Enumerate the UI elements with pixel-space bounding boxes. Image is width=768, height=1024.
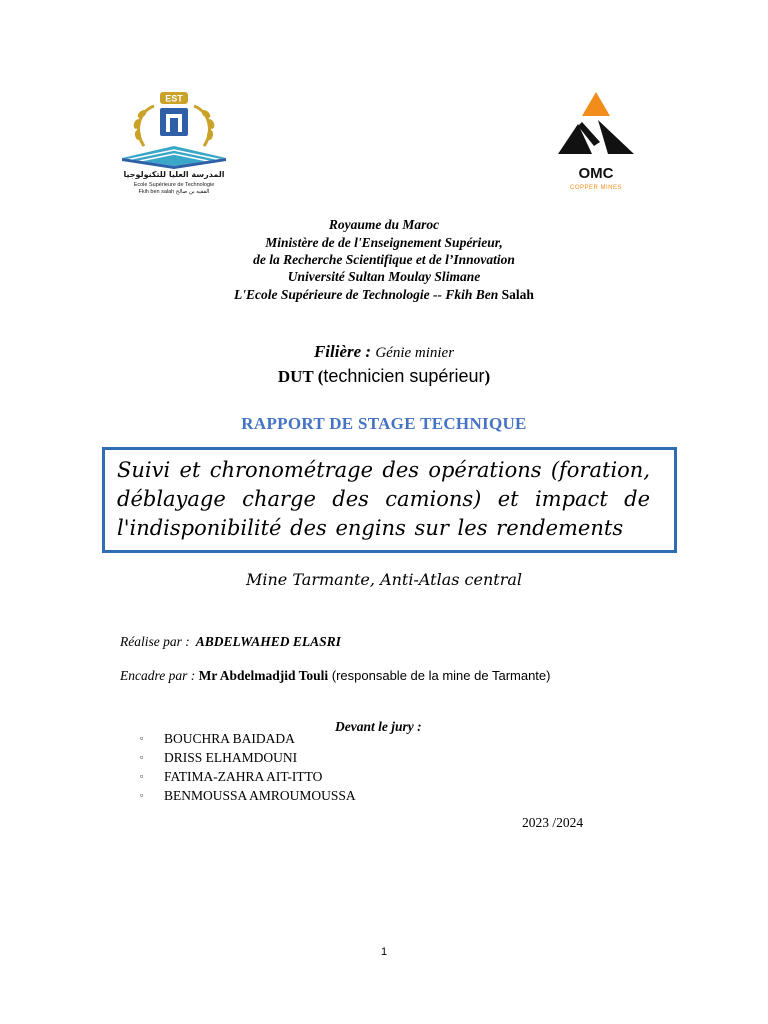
dut-open-paren: (: [313, 367, 324, 386]
report-subtitle: Mine Tarmante, Anti-Atlas central: [246, 570, 522, 589]
book-icon: [122, 146, 226, 169]
university-line: Université Sultan Moulay Slimane: [287, 269, 481, 284]
est-city-name: Fkih ben salah الفقيه بن صالح: [138, 189, 210, 195]
est-badge-text: EST: [165, 93, 183, 104]
ministry-line: Ministère de de l'Enseignement Supérieur,: [265, 235, 503, 250]
est-french-name: Ecole Supérieure de Technologie: [133, 182, 215, 188]
supervisor-line: [120, 668, 550, 684]
dut-line: [0, 366, 768, 388]
supervisor-role: (responsable de la mine de Tarmante): [328, 668, 551, 683]
bullet-icon: ▫: [140, 790, 144, 800]
bullet-icon: ▫: [140, 771, 144, 781]
dut-value: technicien supérieur: [323, 366, 485, 386]
jury-member: [140, 729, 356, 748]
school-line: [0, 286, 768, 304]
omc-name: OMC: [578, 165, 614, 182]
omc-tagline: COPPER MINES: [569, 185, 623, 191]
author-line: [120, 634, 341, 650]
kingdom-line: Royaume du Maroc: [328, 217, 440, 232]
jury-label: Devant le jury :: [335, 719, 422, 734]
dut-label: DUT: [277, 367, 314, 386]
filiere-line: [0, 342, 768, 362]
school-name: L'Ecole Supérieure de Technologie -- Fkih Ben: [234, 287, 499, 302]
jury-member: [140, 767, 356, 786]
filiere-label: Filière :: [313, 342, 376, 361]
supervisor-name: Mr Abdelmadjid Touli: [198, 668, 329, 683]
dut-close-paren: ): [484, 367, 491, 386]
bullet-icon: ▫: [140, 733, 144, 743]
jury-member-name: BENMOUSSA AMROUMOUSSA: [164, 788, 356, 803]
report-title-box: [102, 447, 677, 553]
supervisor-label: Encadre par :: [120, 668, 199, 683]
jury-member-name: FATIMA-ZAHRA AIT-ITTO: [164, 769, 323, 784]
report-title: Suivi et chronométrage des opérations (foration, déblayage charge des camions) et impact de l'indisponibilité des engins sur les rendements: [117, 458, 650, 540]
omc-company-logo: [548, 90, 644, 198]
author-label: Réalise par :: [120, 634, 190, 649]
jury-list: [140, 729, 356, 805]
est-arabic-name: المدرسة العليا للتكنولوجيا: [123, 170, 225, 179]
filiere-value: Génie minier: [375, 345, 455, 361]
academic-year: 2023 /2024: [522, 815, 584, 830]
report-type-heading: RAPPORT DE STAGE TECHNIQUE: [241, 414, 527, 433]
research-line: de la Recherche Scientifique et de l’Innovation: [253, 252, 515, 267]
author-name: ABDELWAHED ELASRI: [195, 634, 341, 649]
jury-member-name: DRISS ELHAMDOUNI: [164, 750, 298, 765]
jury-member: [140, 748, 356, 767]
mountain-peak-icon: [582, 92, 610, 116]
jury-member: [140, 786, 356, 805]
school-name-end: Salah: [501, 287, 534, 302]
jury-member-name: BOUCHRA BAIDADA: [164, 731, 295, 746]
bullet-icon: ▫: [140, 752, 144, 762]
page-number: 1: [380, 946, 388, 958]
est-school-logo: [112, 88, 236, 200]
